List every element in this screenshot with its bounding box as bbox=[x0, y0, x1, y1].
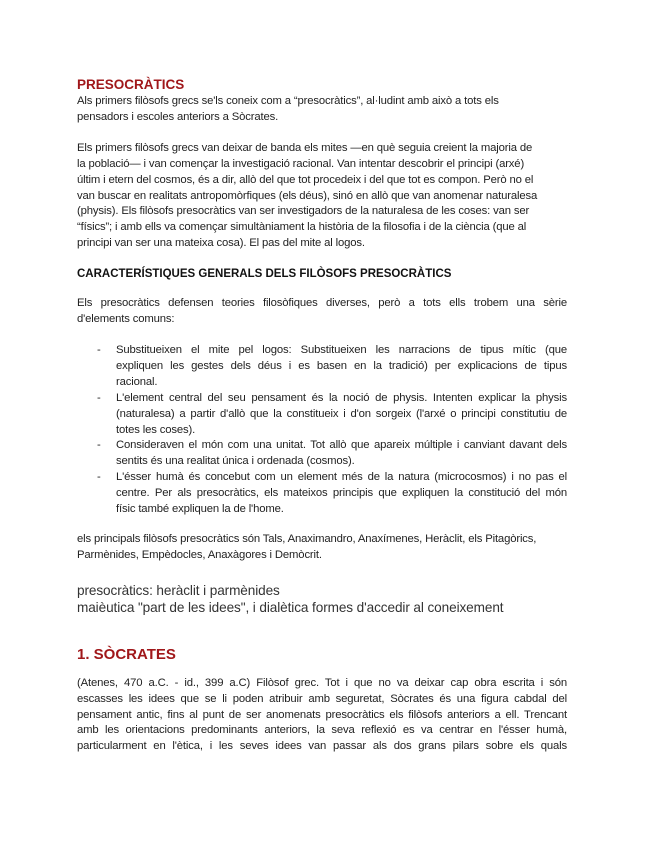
text-line: pensadors i escoles anteriors a Sòcrates. bbox=[77, 110, 279, 123]
text-line: Els presocràtics defensen teories filosòfiques diverses, però a tots ells trobem una sèrie bbox=[77, 297, 567, 310]
notes bbox=[77, 582, 567, 616]
heading-socrates: 1. SÒCRATES bbox=[77, 645, 176, 663]
bullet-dash: - bbox=[97, 439, 101, 452]
bullet-list bbox=[97, 343, 567, 518]
text-line: totes les coses). bbox=[116, 423, 196, 436]
list-item bbox=[97, 391, 567, 439]
bullet-dash: - bbox=[97, 391, 101, 404]
text-line: racional. bbox=[116, 375, 158, 388]
text-line: van buscar en realitats antropomòrfiques (els déus), sinó en allò que van anomenar naturalesa bbox=[77, 189, 538, 202]
text-line: expliquen les gestes dels déus i es basen en la tradició) per explicacions de tipus bbox=[116, 359, 567, 372]
list-item bbox=[97, 343, 567, 391]
heading-presocratics: PRESOCRÀTICS bbox=[77, 77, 185, 92]
paragraph-caracteristiques bbox=[77, 296, 567, 328]
text-line: amb les orientacions predominants anteriors, la seva reflexió es va centrar en l'ésser humà, bbox=[77, 724, 567, 737]
text-line: presocràtics: heràclit i parmènides bbox=[77, 582, 280, 598]
list-item bbox=[97, 438, 567, 470]
text-line: pensament antic, fins al punt de ser anomenats presocràtics els filòsofs anteriors a ell. Trencant bbox=[77, 708, 567, 721]
text-line: escasses les idees que se li poden atribuir amb seguretat, Sòcrates és una figura cabdal del bbox=[77, 692, 567, 705]
paragraph-mite-logos bbox=[77, 141, 567, 252]
text-line: “físics”; i amb ells va començar simultàniament la història de la filosofia i de la ciència (que al bbox=[77, 221, 527, 234]
text-line: Als primers filòsofs grecs se'ls coneix com a “presocràtics”, al·ludint amb això a tots els bbox=[77, 95, 499, 107]
text-line: principi van ser una mateixa cosa). El pas del mite al logos. bbox=[77, 237, 365, 250]
text-line: els principals filòsofs presocràtics són Tals, Anaximandro, Anaxímenes, Heràclit, els Pitagòrics, bbox=[77, 532, 537, 545]
heading-caracteristiques: CARACTERÍSTIQUES GENERALS DELS FILÒSOFS PRESOCRÀTICS bbox=[77, 268, 452, 281]
text-line: (naturalesa) a partir d'allò que la constitueix i d'on sorgeix (l'arxé o principi constitutiu de bbox=[116, 407, 567, 420]
text-line: maièutica "part de les idees", i dialètica formes d'accedir al coneixement bbox=[77, 599, 504, 615]
text-line: físic també expliquen la de l'home. bbox=[116, 503, 284, 516]
bullet-dash: - bbox=[97, 343, 101, 356]
text-line: (physis). Els filòsofs presocràtics van ser investigadors de la naturalesa de les coses: van ser bbox=[77, 205, 530, 218]
paragraph-socrates bbox=[77, 676, 567, 756]
text-line: Substitueixen el mite pel logos: Substitueixen les narracions de tipus mític (que bbox=[116, 343, 567, 356]
text-line: d'elements comuns: bbox=[77, 313, 175, 326]
text-line: sentits és una realitat única i ordenada (cosmos). bbox=[116, 455, 355, 468]
text-line: L'element central del seu pensament és la noció de physis. Intenten explicar la physis bbox=[116, 391, 567, 404]
text-line: Parmènides, Empèdocles, Anaxàgores i Demòcrit. bbox=[77, 548, 322, 561]
list-item bbox=[97, 470, 567, 518]
intro-paragraph bbox=[77, 94, 567, 126]
text-line: particularment en l'ètica, i les seves idees van passar als dos grans pilars sobre els quals bbox=[77, 740, 567, 753]
text-line: la població— i van començar la investigació racional. Van intentar descobrir el principi (arxé) bbox=[77, 157, 525, 170]
bullet-dash: - bbox=[97, 471, 101, 484]
text-line: Consideraven el món com una unitat. Tot allò que apareix múltiple i canviant davant dels bbox=[116, 439, 567, 452]
text-line: últim i etern del cosmos, és a dir, allò del que tot procedeix i del que tot es compon. Però no el bbox=[77, 173, 534, 186]
text-line: Els primers filòsofs grecs van deixar de banda els mites —en què seguia creient la majoria de bbox=[77, 141, 533, 154]
paragraph-principals bbox=[77, 532, 567, 564]
text-line: L'ésser humà és concebut com un element més de la natura (microcosmos) i no pas el bbox=[116, 471, 567, 484]
text-line: centre. Per als presocràtics, els mateixos principis que expliquen la constitució del món bbox=[116, 487, 567, 500]
text-line: (Atenes, 470 a.C. - id., 399 a.C) Filòsof grec. Tot i que no va deixar cap obra escrita i són bbox=[77, 676, 567, 689]
